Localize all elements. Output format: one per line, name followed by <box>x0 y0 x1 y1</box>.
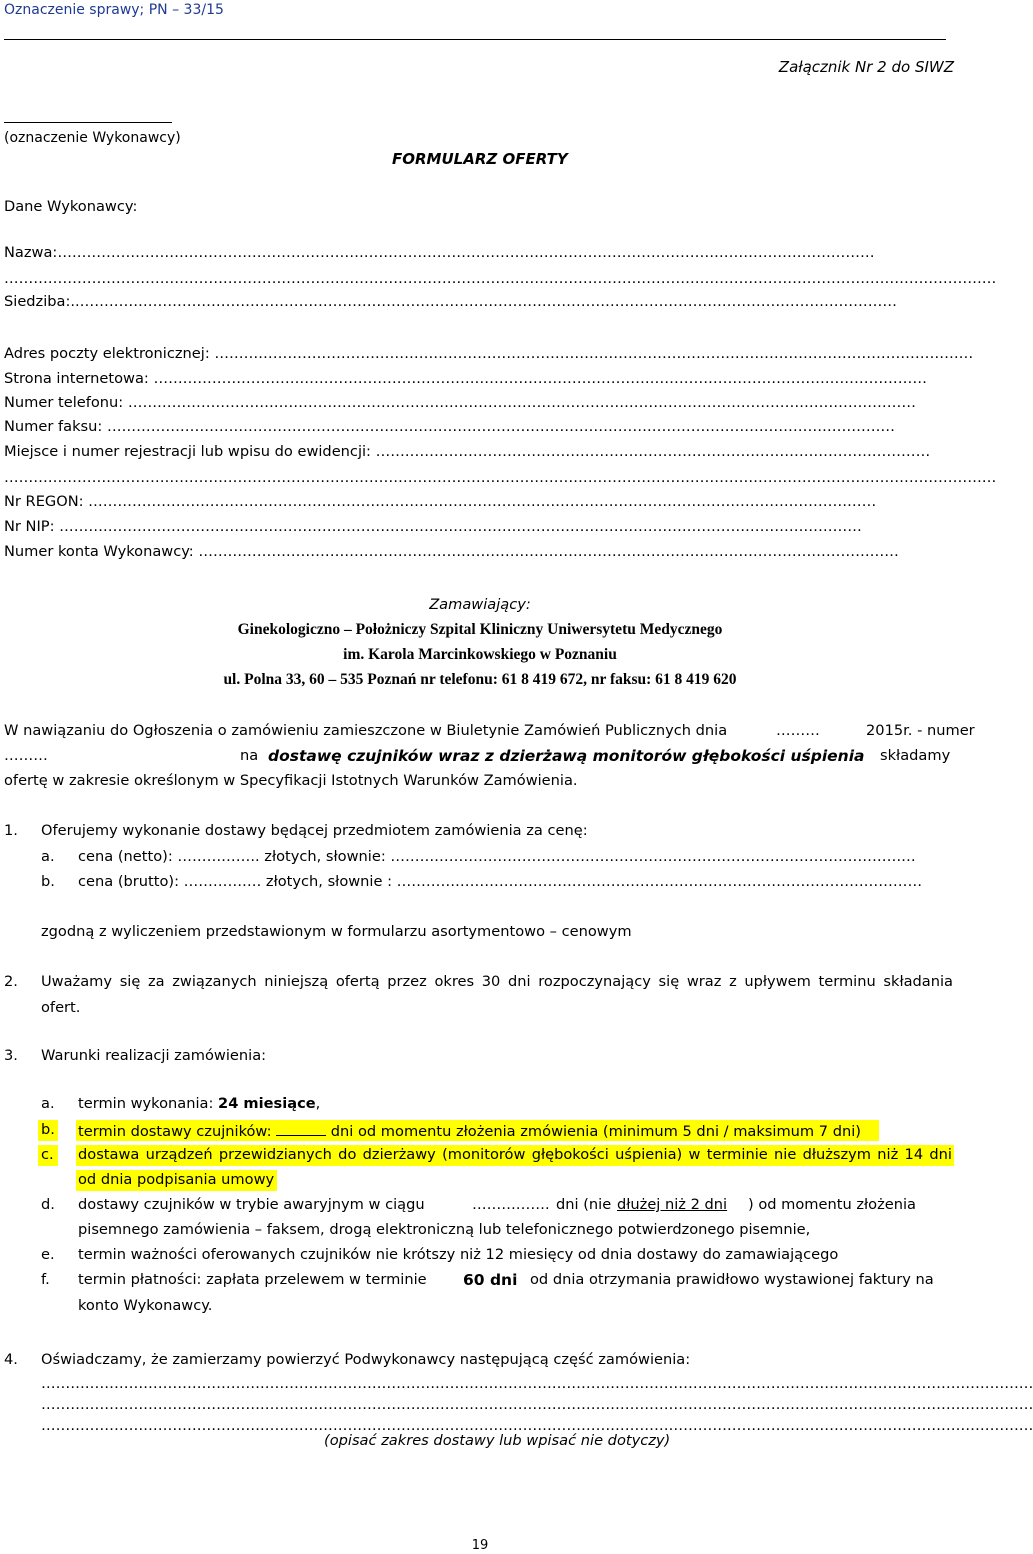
email-field[interactable]: Adres poczty elektronicznej: ………………………………………………………………………………………………………………………………………… <box>4 345 974 362</box>
section2-line1: Uważamy się za związanych niniejszą ofertą przez okres 30 dni rozpoczynający się wraz z upływem terminu składania <box>41 973 953 990</box>
term-d-line2: pisemnego zamówienia – faksem, drogą elektroniczną lub telefonicznego potwierdzonego pisemnie, <box>78 1221 811 1238</box>
term-d-max: dłużej niż 2 dni <box>617 1196 728 1213</box>
term-d-text3: ) od momentu złożenia <box>748 1196 916 1213</box>
term-d-text: dostawy czujników w trybie awaryjnym w ciągu <box>78 1196 425 1213</box>
regon-label: Nr REGON: <box>4 493 84 510</box>
term-f-text1: termin płatności: zapłata przelewem w terminie <box>78 1271 427 1288</box>
phone-label: Numer telefonu: <box>4 394 124 411</box>
intro-subject: dostawę czujników wraz z dzierżawą monitorów głębokości uśpienia <box>268 747 865 765</box>
ordering-party-name-line2: im. Karola Marcinkowskiego w Poznaniu <box>343 646 617 663</box>
section2-line2: ofert. <box>41 999 81 1016</box>
header-rule <box>4 39 946 40</box>
term-f-letter: f. <box>41 1271 50 1288</box>
term-b-days-field[interactable] <box>276 1123 326 1136</box>
ordering-party-label: Zamawiający: <box>429 596 531 613</box>
price-net-letter: a. <box>41 848 55 865</box>
fax-label: Numer faksu: <box>4 418 103 435</box>
section3-title: Warunki realizacji zamówienia: <box>41 1047 267 1064</box>
price-gross-field[interactable]: cena (brutto): ……………. złotych, słownie : ……………………………………………………………………………………………… <box>78 873 923 890</box>
term-a-label: termin wykonania: <box>78 1095 214 1112</box>
section4-note: (opisać zakres dostawy lub wpisać nie dotyczy) <box>324 1432 671 1449</box>
term-a-text <box>78 1097 320 1112</box>
website-label: Strona internetowa: <box>4 370 149 387</box>
ordering-party-address: ul. Polna 33, 60 – 535 Poznań nr telefonu: 61 8 419 672, nr faksu: 61 8 419 620 <box>223 671 737 688</box>
announcement-number-field[interactable]: ……… <box>4 747 48 764</box>
section4-text: Oświadczamy, że zamierzamy powierzyć Podwykonawcy następującą część zamówienia: <box>41 1351 691 1368</box>
term-e-text: termin ważności oferowanych czujników nie krótszy niż 12 miesięcy od dnia dostawy do zamawiającego <box>78 1246 839 1263</box>
section2-number: 2. <box>4 973 18 990</box>
term-f-text2: od dnia otrzymania prawidłowo wystawionej faktury na <box>530 1271 934 1288</box>
subcontract-field-line2[interactable]: …………………………………………………………………………………………………………………………………………………………………………………… <box>41 1396 1033 1413</box>
phone-field[interactable]: Numer telefonu: ……………………………………………………………………………………………………………………………………………… <box>4 394 916 411</box>
email-label: Adres poczty elektronicznej: <box>4 345 210 362</box>
regon-field[interactable]: Nr REGON: ……………………………………………………………………………………………………………………………………………… <box>4 493 877 510</box>
attachment-label: Załącznik Nr 2 do SIWZ <box>778 58 954 76</box>
seat-label: Siedziba: <box>4 293 71 310</box>
price-gross-amount-field[interactable]: ……………. <box>183 873 262 890</box>
price-gross-letter: b. <box>41 873 55 890</box>
case-reference: Oznaczenie sprawy; PN – 33/15 <box>4 2 224 18</box>
ordering-party-name: Ginekologiczno – Położniczy Szpital Kliniczny Uniwersytetu Medycznego <box>237 621 723 638</box>
term-c-letter: c. <box>41 1146 54 1163</box>
price-gross-label: cena (brutto): <box>78 873 180 890</box>
registry-field-line2[interactable]: …………………………………………………………………………………………………………………………………………………………………………………… <box>4 469 997 486</box>
term-b-letter: b. <box>41 1121 55 1138</box>
account-label: Numer konta Wykonawcy: <box>4 543 194 560</box>
announcement-date-field[interactable]: ……… <box>776 722 820 739</box>
seat-field[interactable]: Siedziba: ..…………………………………………………………………………………………………………………………………………………… <box>4 293 897 310</box>
page-number: 19 <box>471 1538 489 1553</box>
section1-note: zgodną z wyliczeniem przedstawionym w formularzu asortymentowo – cenowym <box>41 923 632 940</box>
price-gross-currency: złotych, słownie : <box>265 873 393 890</box>
website-field[interactable]: Strona internetowa: …………………………………………………………………………………………………………………………………………… <box>4 370 927 387</box>
price-net-amount-field[interactable]: …………….. <box>177 848 260 865</box>
section1-number: 1. <box>4 822 18 839</box>
term-c-line2: od dnia podpisania umowy <box>78 1171 275 1188</box>
term-a-letter: a. <box>41 1095 55 1112</box>
intro-line1: W nawiązaniu do Ogłoszenia o zamówieniu zamieszczone w Biuletynie Zamówień Publicznych dnia <box>4 722 728 739</box>
nip-field[interactable]: Nr NIP: ………………………………………………………………………………………………………………………………………………… <box>4 518 862 535</box>
price-net-label: cena (netto): <box>78 848 173 865</box>
term-b-detail: dni od momentu złożenia zmówienia (minimum 5 dni / maksimum 7 dni) <box>330 1123 861 1140</box>
name-field[interactable]: Nazwa: …………………………………………………………………………………………………………………………………………………… <box>4 244 875 261</box>
section4-number: 4. <box>4 1351 18 1368</box>
registry-label: Miejsce i numer rejestracji lub wpisu do ewidencji: <box>4 443 371 460</box>
term-d-text2: dni (nie <box>556 1196 612 1213</box>
fax-field[interactable]: Numer faksu: ……………………………………………………………………………………………………………………………………………… <box>4 418 896 435</box>
price-net-field[interactable]: cena (netto): …………….. złotych, słownie: ……………………………………………………………………………………………… <box>78 848 916 865</box>
intro-na: na <box>240 747 259 764</box>
term-a-duration: 24 miesiące <box>218 1095 316 1112</box>
contractor-stamp-line <box>4 122 172 123</box>
section1-text: Oferujemy wykonanie dostawy będącej przedmiotem zamówienia za cenę: <box>41 822 588 839</box>
term-c-line1: dostawa urządzeń przewidzianych do dzierżawy (monitorów głębokości uśpienia) w terminie nie dłuższym niż 14 dni <box>78 1146 952 1163</box>
name-label: Nazwa: <box>4 244 58 261</box>
term-f-line2: konto Wykonawcy. <box>78 1297 213 1314</box>
registry-field[interactable]: Miejsce i numer rejestracji lub wpisu do ewidencji: …………………………………………………………………………………………………… <box>4 443 931 460</box>
term-f-days: 60 dni <box>463 1271 518 1289</box>
contractor-heading: Dane Wykonawcy: <box>4 198 138 215</box>
section3-number: 3. <box>4 1047 18 1064</box>
term-b-text <box>76 1120 879 1141</box>
subcontract-field-line1[interactable]: …………………………………………………………………………………………………………………………………………………………………………………… <box>41 1375 1033 1392</box>
subcontract-field-line3[interactable]: …………………………………………………………………………………………………………………………………………………………………………………… <box>41 1417 1033 1434</box>
term-d-days-field[interactable]: ……………. <box>472 1196 550 1213</box>
term-d-letter: d. <box>41 1196 55 1213</box>
account-field[interactable]: Numer konta Wykonawcy: ……………………………………………………………………………………………………………………………… <box>4 543 899 560</box>
intro-line3: ofertę w zakresie określonym w Specyfikacji Istotnych Warunków Zamówienia. <box>4 772 578 789</box>
intro-line2-end: składamy <box>880 747 951 764</box>
term-a-end: , <box>315 1095 321 1112</box>
form-title: FORMULARZ OFERTY <box>392 150 568 168</box>
name-field-line2[interactable]: …………………………………………………………………………………………………………………………………………………………………………………… <box>4 270 997 287</box>
term-b-label: termin dostawy czujników: <box>78 1123 272 1140</box>
price-net-currency: złotych, słownie: <box>264 848 386 865</box>
nip-label: Nr NIP: <box>4 518 55 535</box>
intro-line1-end: 2015r. - numer <box>866 722 975 739</box>
contractor-stamp-label: (oznaczenie Wykonawcy) <box>4 130 181 146</box>
term-e-letter: e. <box>41 1246 55 1263</box>
